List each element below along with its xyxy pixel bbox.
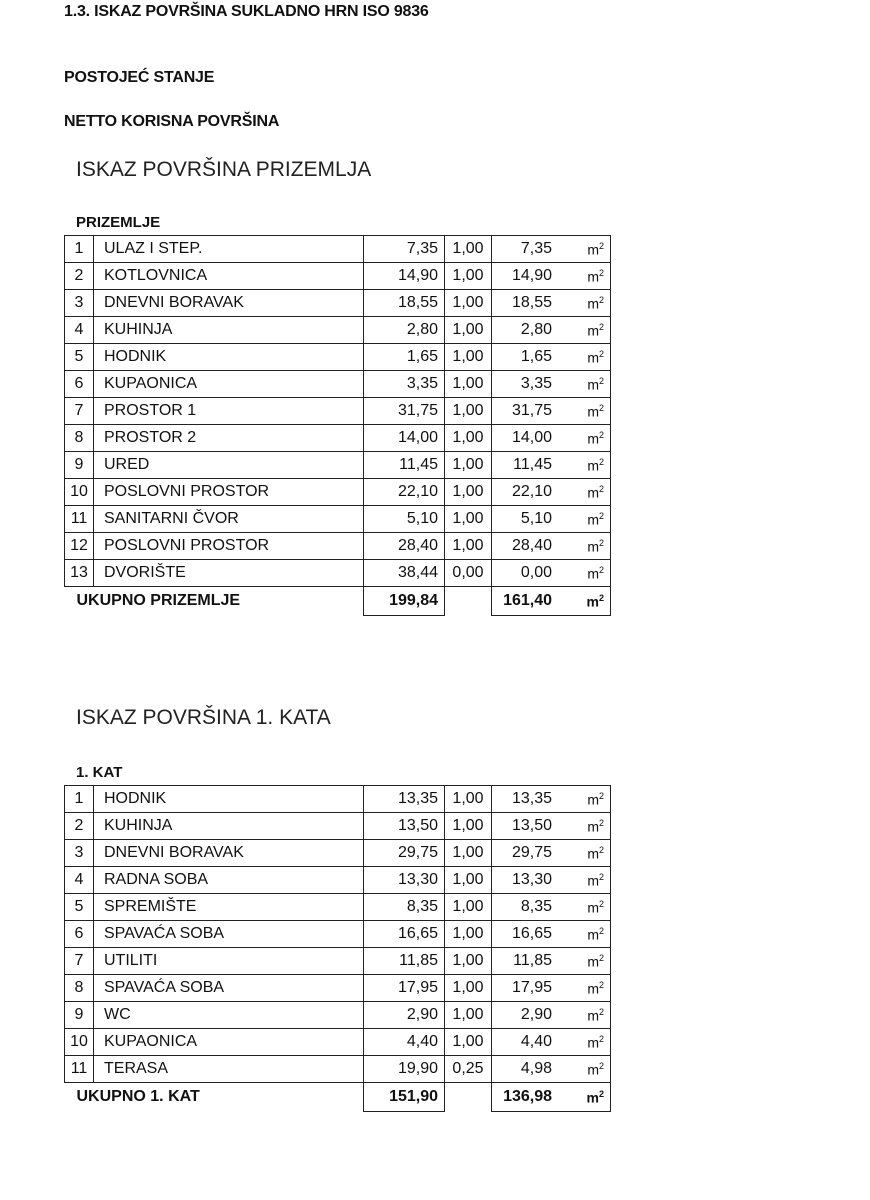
row-number: 10 (65, 479, 94, 506)
table-row (65, 560, 611, 587)
area-factor: 1,00 (445, 948, 492, 975)
room-area: 14,90 (364, 263, 445, 290)
room-name: HODNIK (94, 786, 364, 813)
net-area-wrap (492, 402, 604, 420)
net-area: 1,65 (520, 348, 552, 365)
net-area: 8,35 (520, 898, 552, 915)
unit-exponent: 2 (598, 925, 604, 936)
net-area-wrap (492, 871, 604, 889)
net-area-cell (492, 236, 611, 263)
total-area: 199,84 (364, 587, 445, 616)
table-row (65, 452, 611, 479)
unit-exponent: 2 (598, 510, 604, 521)
net-area: 13,35 (511, 790, 552, 807)
room-name: PROSTOR 2 (94, 425, 364, 452)
room-name: TERASA (94, 1056, 364, 1083)
area-factor: 1,00 (445, 371, 492, 398)
net-area-cell (492, 894, 611, 921)
net-area-wrap (492, 790, 604, 808)
net-area: 4,40 (520, 1033, 552, 1050)
area-factor: 1,00 (445, 398, 492, 425)
room-area: 7,35 (364, 236, 445, 263)
total-row (65, 587, 611, 616)
unit-exponent: 2 (598, 375, 604, 386)
unit-label (587, 899, 604, 916)
total-label: UKUPNO 1. KAT (76, 1088, 200, 1106)
unit-label (587, 241, 604, 258)
unit-base: m (587, 349, 599, 366)
unit-base: m (587, 322, 599, 339)
net-area-cell (492, 533, 611, 560)
unit-label (587, 1034, 604, 1051)
unit-label (587, 845, 604, 862)
net-area: 22,10 (511, 483, 552, 500)
unit-label (587, 538, 604, 555)
net-area: 2,80 (520, 321, 552, 338)
room-name: DNEVNI BORAVAK (94, 290, 364, 317)
area-factor: 1,00 (445, 290, 492, 317)
net-area-cell (492, 1002, 611, 1029)
total-net-wrap (492, 1088, 604, 1106)
net-area-wrap (492, 817, 604, 835)
area-factor: 1,00 (445, 921, 492, 948)
total-row (65, 1083, 611, 1112)
first-floor-title: ISKAZ POVRŠINA 1. KATA (76, 706, 331, 729)
net-area-wrap (492, 979, 604, 997)
unit-base: m (587, 484, 599, 501)
table-row (65, 425, 611, 452)
first-floor-label: 1. KAT (76, 764, 123, 781)
row-number: 2 (65, 813, 94, 840)
net-area-wrap (492, 1033, 604, 1051)
area-factor: 1,00 (445, 533, 492, 560)
area-factor: 1,00 (445, 840, 492, 867)
section-heading: 1.3. ISKAZ POVRŠINA SUKLADNO HRN ISO 9836 (64, 3, 429, 20)
unit-label (587, 791, 604, 808)
unit-exponent: 2 (598, 871, 604, 882)
first-floor-table (64, 785, 611, 1112)
net-area-cell (492, 263, 611, 290)
room-area: 38,44 (364, 560, 445, 587)
unit-exponent: 2 (598, 979, 604, 990)
unit-exponent: 2 (598, 348, 604, 359)
room-name: KUPAONICA (94, 1029, 364, 1056)
net-area: 3,35 (520, 375, 552, 392)
unit-base: m (587, 791, 599, 808)
unit-base: m (587, 268, 599, 285)
room-name: SPAVAĆA SOBA (94, 975, 364, 1002)
table-row (65, 867, 611, 894)
net-area-wrap (492, 240, 604, 258)
unit-label (587, 565, 604, 582)
unit-label (587, 484, 604, 501)
room-area: 8,35 (364, 894, 445, 921)
net-area-wrap (492, 925, 604, 943)
unit-label (587, 457, 604, 474)
table-row (65, 344, 611, 371)
unit-label (587, 926, 604, 943)
room-name: KUHINJA (94, 813, 364, 840)
net-area-cell (492, 317, 611, 344)
row-number: 9 (65, 1002, 94, 1029)
unit-label (587, 376, 604, 393)
unit-exponent: 2 (598, 1060, 604, 1071)
table-row (65, 894, 611, 921)
room-name: POSLOVNI PROSTOR (94, 533, 364, 560)
table-row (65, 1002, 611, 1029)
row-number: 11 (65, 506, 94, 533)
net-area-cell (492, 506, 611, 533)
net-area-cell (492, 948, 611, 975)
net-area-cell (492, 1056, 611, 1083)
unit-base: m (587, 430, 599, 447)
row-number: 5 (65, 344, 94, 371)
room-name: UTILITI (94, 948, 364, 975)
net-area: 11,45 (513, 456, 552, 473)
unit-base: m (587, 295, 599, 312)
area-factor: 1,00 (445, 894, 492, 921)
unit-label (587, 872, 604, 889)
area-factor: 0,00 (445, 560, 492, 587)
net-area-cell (492, 921, 611, 948)
room-area: 13,50 (364, 813, 445, 840)
net-area: 4,98 (520, 1060, 552, 1077)
row-number: 12 (65, 533, 94, 560)
total-net-cell (492, 1083, 611, 1112)
unit-exponent: 2 (598, 267, 604, 278)
room-name: KUPAONICA (94, 371, 364, 398)
total-net-cell (492, 587, 611, 616)
table-row (65, 786, 611, 813)
area-factor: 1,00 (445, 506, 492, 533)
room-name: DVORIŠTE (94, 560, 364, 587)
room-area: 2,80 (364, 317, 445, 344)
net-area-wrap (492, 537, 604, 555)
net-area: 14,90 (511, 267, 552, 284)
net-area-cell (492, 786, 611, 813)
table-row (65, 840, 611, 867)
row-number: 7 (65, 948, 94, 975)
net-area: 16,65 (511, 925, 552, 942)
unit-base: m (587, 538, 599, 555)
total-area: 151,90 (364, 1083, 445, 1112)
unit-base: m (587, 565, 599, 582)
row-number: 7 (65, 398, 94, 425)
area-factor: 0,25 (445, 1056, 492, 1083)
row-number: 8 (65, 975, 94, 1002)
unit-label (587, 593, 604, 610)
unit-base: m (587, 403, 599, 420)
net-area-cell (492, 398, 611, 425)
area-factor: 1,00 (445, 452, 492, 479)
net-area-wrap (492, 456, 604, 474)
unit-base: m (587, 899, 599, 916)
unit-base: m (587, 926, 599, 943)
room-area: 13,30 (364, 867, 445, 894)
net-area: 17,95 (511, 979, 552, 996)
net-area-cell (492, 840, 611, 867)
row-number: 6 (65, 921, 94, 948)
area-factor: 1,00 (445, 344, 492, 371)
unit-label (587, 295, 604, 312)
unit-exponent: 2 (598, 294, 604, 305)
row-number: 3 (65, 290, 94, 317)
area-factor: 1,00 (445, 479, 492, 506)
area-factor: 1,00 (445, 786, 492, 813)
table-row (65, 236, 611, 263)
row-number: 4 (65, 317, 94, 344)
unit-exponent: 2 (598, 240, 604, 251)
net-area: 28,40 (511, 537, 552, 554)
net-area: 18,55 (511, 294, 552, 311)
unit-base: m (587, 376, 599, 393)
table-row (65, 317, 611, 344)
area-factor: 1,00 (445, 263, 492, 290)
area-factor: 1,00 (445, 236, 492, 263)
unit-label (587, 322, 604, 339)
net-area: 0,00 (520, 564, 552, 581)
net-area-wrap (492, 844, 604, 862)
area-factor: 1,00 (445, 425, 492, 452)
net-area-cell (492, 975, 611, 1002)
unit-label (587, 980, 604, 997)
row-number: 8 (65, 425, 94, 452)
row-number: 1 (65, 236, 94, 263)
table-row (65, 1056, 611, 1083)
net-area: 29,75 (511, 844, 552, 861)
area-factor: 1,00 (445, 1002, 492, 1029)
room-area: 22,10 (364, 479, 445, 506)
room-area: 28,40 (364, 533, 445, 560)
net-area-wrap (492, 267, 604, 285)
row-number: 2 (65, 263, 94, 290)
table-row (65, 975, 611, 1002)
net-area-wrap (492, 952, 604, 970)
total-label: UKUPNO PRIZEMLJE (76, 592, 241, 610)
unit-exponent: 2 (598, 592, 604, 603)
unit-label (587, 818, 604, 835)
room-area: 1,65 (364, 344, 445, 371)
net-area: 7,35 (520, 240, 552, 257)
room-area: 16,65 (364, 921, 445, 948)
room-name: HODNIK (94, 344, 364, 371)
net-area-wrap (492, 1060, 604, 1078)
unit-label (587, 953, 604, 970)
room-name: POSLOVNI PROSTOR (94, 479, 364, 506)
net-area-cell (492, 425, 611, 452)
state-heading: POSTOJEĆ STANJE (64, 69, 215, 86)
unit-exponent: 2 (598, 537, 604, 548)
row-number: 10 (65, 1029, 94, 1056)
unit-label (587, 1007, 604, 1024)
room-area: 17,95 (364, 975, 445, 1002)
table-row (65, 263, 611, 290)
net-area: 13,50 (511, 817, 552, 834)
table-row (65, 921, 611, 948)
ground-floor-label: PRIZEMLJE (76, 214, 161, 231)
net-area-wrap (492, 348, 604, 366)
net-area-cell (492, 867, 611, 894)
total-net-wrap (492, 592, 604, 610)
unit-base: m (587, 980, 599, 997)
room-area: 13,35 (364, 786, 445, 813)
table-row (65, 398, 611, 425)
area-factor: 1,00 (445, 1029, 492, 1056)
net-area-wrap (492, 564, 604, 582)
total-blank (445, 587, 492, 616)
unit-label (587, 1089, 604, 1106)
unit-label (587, 430, 604, 447)
net-area-cell (492, 344, 611, 371)
room-area: 11,85 (364, 948, 445, 975)
unit-exponent: 2 (598, 817, 604, 828)
ground-floor-title: ISKAZ POVRŠINA PRIZEMLJA (76, 158, 372, 181)
room-name: WC (94, 1002, 364, 1029)
row-number: 5 (65, 894, 94, 921)
net-area-wrap (492, 510, 604, 528)
net-area: 5,10 (520, 510, 552, 527)
total-net-area: 136,98 (503, 1088, 552, 1105)
net-area: 31,75 (511, 402, 552, 419)
room-name: RADNA SOBA (94, 867, 364, 894)
unit-exponent: 2 (598, 429, 604, 440)
net-area: 11,85 (513, 952, 552, 969)
unit-label (587, 403, 604, 420)
net-area-wrap (492, 429, 604, 447)
room-name: SANITARNI ČVOR (94, 506, 364, 533)
area-factor: 1,00 (445, 975, 492, 1002)
total-net-area: 161,40 (503, 592, 552, 609)
unit-exponent: 2 (598, 483, 604, 494)
unit-base: m (586, 593, 599, 610)
room-area: 31,75 (364, 398, 445, 425)
room-area: 18,55 (364, 290, 445, 317)
unit-base: m (587, 511, 599, 528)
net-area-wrap (492, 375, 604, 393)
net-area: 13,30 (511, 871, 552, 888)
unit-base: m (587, 818, 599, 835)
room-name: SPAVAĆA SOBA (94, 921, 364, 948)
unit-label (587, 268, 604, 285)
unit-base: m (587, 457, 599, 474)
unit-exponent: 2 (598, 321, 604, 332)
unit-exponent: 2 (598, 952, 604, 963)
unit-base: m (587, 1061, 599, 1078)
unit-label (587, 511, 604, 528)
table-row (65, 479, 611, 506)
total-blank (445, 1083, 492, 1112)
net-area-wrap (492, 898, 604, 916)
row-number: 3 (65, 840, 94, 867)
table-row (65, 506, 611, 533)
net-area-wrap (492, 1006, 604, 1024)
unit-base: m (587, 953, 599, 970)
area-factor: 1,00 (445, 317, 492, 344)
net-area-wrap (492, 321, 604, 339)
net-area-cell (492, 560, 611, 587)
net-area-cell (492, 1029, 611, 1056)
net-area-cell (492, 452, 611, 479)
area-factor: 1,00 (445, 813, 492, 840)
row-number: 9 (65, 452, 94, 479)
room-area: 11,45 (364, 452, 445, 479)
room-name: SPREMIŠTE (94, 894, 364, 921)
room-area: 3,35 (364, 371, 445, 398)
row-number: 6 (65, 371, 94, 398)
unit-base: m (586, 1089, 599, 1106)
room-name: PROSTOR 1 (94, 398, 364, 425)
unit-exponent: 2 (598, 1088, 604, 1099)
ground-floor-table (64, 235, 611, 616)
room-area: 4,40 (364, 1029, 445, 1056)
room-area: 19,90 (364, 1056, 445, 1083)
net-area-cell (492, 371, 611, 398)
area-factor: 1,00 (445, 867, 492, 894)
row-number: 1 (65, 786, 94, 813)
unit-base: m (587, 1034, 599, 1051)
table-row (65, 1029, 611, 1056)
unit-exponent: 2 (598, 790, 604, 801)
netto-heading: NETTO KORISNA POVRŠINA (64, 113, 280, 130)
unit-base: m (587, 845, 599, 862)
table-row (65, 371, 611, 398)
room-area: 14,00 (364, 425, 445, 452)
unit-exponent: 2 (598, 844, 604, 855)
room-name: DNEVNI BORAVAK (94, 840, 364, 867)
unit-label (587, 1061, 604, 1078)
unit-base: m (587, 872, 599, 889)
net-area: 14,00 (511, 429, 552, 446)
net-area-wrap (492, 483, 604, 501)
unit-base: m (587, 241, 599, 258)
row-number: 11 (65, 1056, 94, 1083)
unit-exponent: 2 (598, 1033, 604, 1044)
room-area: 29,75 (364, 840, 445, 867)
room-area: 5,10 (364, 506, 445, 533)
unit-exponent: 2 (598, 402, 604, 413)
room-name: ULAZ I STEP. (94, 236, 364, 263)
room-name: KUHINJA (94, 317, 364, 344)
room-area: 2,90 (364, 1002, 445, 1029)
row-number: 13 (65, 560, 94, 587)
unit-exponent: 2 (598, 456, 604, 467)
net-area: 2,90 (520, 1006, 552, 1023)
room-name: URED (94, 452, 364, 479)
table-row (65, 533, 611, 560)
table-row (65, 290, 611, 317)
table-row (65, 813, 611, 840)
net-area-cell (492, 813, 611, 840)
unit-exponent: 2 (598, 898, 604, 909)
net-area-cell (492, 290, 611, 317)
unit-exponent: 2 (598, 1006, 604, 1017)
net-area-wrap (492, 294, 604, 312)
row-number: 4 (65, 867, 94, 894)
table-row (65, 948, 611, 975)
unit-label (587, 349, 604, 366)
net-area-cell (492, 479, 611, 506)
unit-base: m (587, 1007, 599, 1024)
room-name: KOTLOVNICA (94, 263, 364, 290)
unit-exponent: 2 (598, 564, 604, 575)
